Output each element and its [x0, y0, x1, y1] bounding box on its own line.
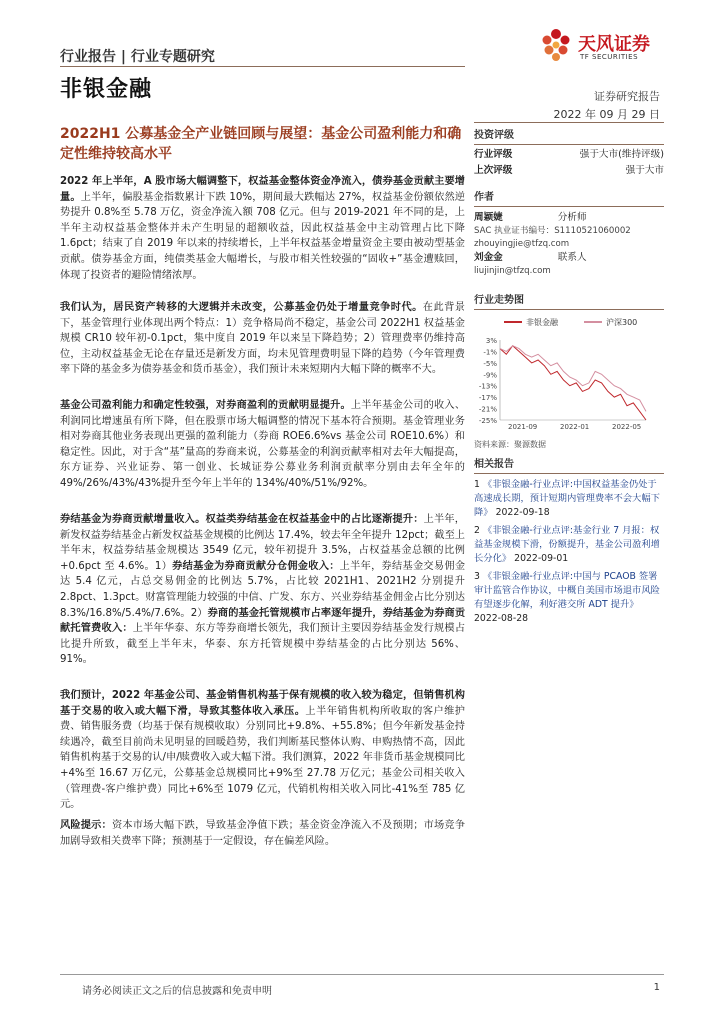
related-item[interactable] — [474, 478, 664, 520]
paragraph-2 — [60, 300, 465, 378]
risk-warning — [60, 818, 465, 849]
rating-row — [474, 163, 664, 179]
legend-label: 沪深300 — [606, 318, 638, 327]
related-date: 2022-09-18 — [495, 507, 550, 518]
para-lead: 券商的基金托管规模市占率逐年提升，券结基金为券商贡献托管费收入： — [60, 607, 466, 635]
related-num: 2 — [474, 525, 480, 536]
related-date: 2022-08-28 — [474, 613, 529, 624]
disclaimer: 请务必阅读正文之后的信息披露和免责申明 — [82, 986, 272, 997]
y-tick-label: -17% — [478, 394, 497, 403]
sector-title: 非银金融 — [60, 77, 153, 102]
author-role: 分析师 — [557, 212, 587, 223]
report-title: 2022H1 公募基金全产业链回顾与展望：基金公司盈利能力和确定性维持较高水平 — [60, 126, 462, 162]
page-number: 1 — [653, 982, 660, 993]
y-tick-label: -1% — [483, 348, 497, 357]
para-text: 上半年，偏股基金指数累计下跌 10%，期间最大跌幅达 27%，权益基金份额依然逆势提升 0.8%至 5.78 万亿，资金净流入额 708 亿元。但与 2019-2021 年不同的是，上半年主动权益基金整体并未产生明显的超额收益，因此权益基金中主动管理占比下降 1.6pct；结束了自 2019 年以来的持续增长，上半年权益基金增量资金主要由被动型基金贡献。债券基金方面，纯债类基金大幅增长，与股市相关性较强的“固收+”基金遭赎回，体现了投资者的避险情绪浓厚。 — [60, 191, 465, 281]
x-tick-label: 2022-05 — [612, 423, 642, 431]
related-title[interactable]: 《非银金融-行业点评:基金行业 7 月报：权益基金规模下滑，份额提升，基金公司盈利增长分化》 — [474, 525, 660, 564]
series-line — [500, 346, 646, 420]
author-email[interactable]: zhouyingjie@tfzq.com — [474, 239, 570, 249]
rating-value: 强于大市 — [625, 165, 664, 176]
authors-heading: 作者 — [474, 192, 494, 203]
para-lead: 我们认为，居民资产转移的大逻辑并未改变，公募基金仍处于增量竞争时代。 — [60, 302, 423, 313]
flower-logo-icon — [538, 26, 574, 66]
paragraph-4 — [60, 512, 465, 668]
brand-logo — [538, 26, 668, 66]
y-tick-label: -25% — [478, 417, 497, 425]
para-lead: 券结基金为券商贡献增量收入。权益类券结基金在权益基金中的占比逐渐提升： — [60, 514, 424, 525]
rating-value: 强于大市(维持评级) — [579, 149, 664, 160]
footer-divider — [60, 974, 664, 975]
authors-section — [474, 188, 664, 278]
related-date: 2022-09-01 — [514, 553, 569, 564]
para-lead: 券结基金为券商贡献分仓佣金收入： — [172, 560, 340, 572]
related-num: 1 — [474, 479, 480, 490]
y-tick-label: 3% — [485, 337, 497, 345]
legend-label: 非银金融 — [526, 318, 558, 327]
x-tick-label: 2022-01 — [560, 423, 590, 431]
brand-name-en: TF SECURITIES — [580, 53, 639, 61]
trend-section — [474, 291, 664, 450]
paragraph-1 — [60, 174, 465, 283]
chart-source: 资料来源：聚源数据 — [474, 440, 546, 449]
rating-key: 行业评级 — [474, 149, 513, 160]
para-text: 资本市场大幅下跌，导致基金净值下跌；基金资金净流入不及预期；市场竞争加剧导致相关费率下降；预测基于一定假设，存在偏差风险。 — [60, 820, 466, 847]
y-tick-label: -9% — [483, 371, 497, 380]
y-tick-label: -5% — [483, 359, 497, 368]
rating-section — [474, 126, 664, 179]
report-type: 行业报告 | 行业专题研究 — [60, 49, 215, 65]
y-tick-label: -13% — [478, 382, 497, 391]
paragraph-5 — [60, 688, 465, 813]
author-name: 周颖婕 — [474, 212, 503, 223]
para-lead: 风险提示： — [60, 820, 112, 831]
para-text: 上半年，新发权益券结基金占新发权益基金规模的比例达 17.4%，较去年全年提升 12pct；截至上半年末，权益券结基金规模达 3549 亿元，较年初提升 3.5%，占权益基金总额的比例+0.6pct 至 4.6%。1） — [60, 514, 465, 572]
divider — [474, 122, 664, 123]
related-item[interactable] — [474, 570, 664, 626]
related-section — [474, 455, 664, 626]
author-name: 刘金金 — [474, 252, 503, 263]
related-item[interactable] — [474, 524, 664, 566]
trend-chart — [474, 312, 664, 434]
author-role: 联系人 — [557, 252, 587, 263]
related-title[interactable]: 《非银金融-行业点评:中国权益基金仍处于高速成长期，预计短期内管理费率不会大幅下降》 — [474, 479, 660, 518]
paragraph-3 — [60, 398, 465, 492]
document-type: 证券研究报告 — [594, 90, 660, 103]
rating-key: 上次评级 — [474, 165, 513, 176]
para-lead: 2022 年上半年，A 股市场大幅调整下，权益基金整体资金净流入，债券基金贡献主要增量。 — [60, 176, 465, 203]
para-text: 在此背景下，基金管理行业体现出两个特点：1）竞争格局尚不稳定，基金公司 2022H1 权益基金规模 CR10 较年初-0.1pct，集中度自 2019 年以来呈下降趋势；2）管理费率仍维持高位，主动权益基金无论在存量还是新发方面，均未见管理费明显下降的趋势（今年管理费率下降的基金多为债券基金和货币基金），我们预计未来短期内大幅下降的概率不大。 — [60, 302, 465, 376]
divider — [60, 66, 465, 67]
para-text: 上半年华泰、东方等券商增长领先，我们预计主要因券结基金发行规模占比提升所致，截至上半年末，华泰、东方托管规模中券结基金的占比分别达 56%、91%。 — [60, 623, 466, 666]
para-text: 上半年，券结基金交易佣金达 5.4 亿元，占总交易佣金的比例达 5.7%，占比较 2021H1、2021H2 分别提升 2.8pct、1.3pct。财富管理能力较强的中信、广发、东方、兴业券结基金佣金占比分别达 8.3%/16.8%/5.4%/7.6%。2） — [60, 560, 466, 619]
rating-heading: 投资评级 — [474, 130, 514, 141]
author-cert: SAC 执业证书编号：S1110521060002 — [474, 226, 631, 236]
x-tick-label: 2021-09 — [508, 423, 538, 431]
y-tick-label: -21% — [478, 405, 497, 414]
rating-row — [474, 147, 664, 163]
para-lead: 我们预计，2022 年基金公司、基金销售机构基于保有规模的收入较为稳定，但销售机构基于交易的收入或大幅下滑，导致其整体收入承压。 — [60, 690, 465, 717]
para-lead: 基金公司盈利能力和确定性较强，对券商盈利的贡献明显提升。 — [60, 400, 351, 411]
para-text: 上半年基金公司的收入、利润同比增速虽有所下降，但在股票市场大幅调整的情况下基本符合预期。基金管理业务相对券商其他业务表现出更强的盈利能力（券商 ROE6.6%vs 基金公司 ROE10.6%）和稳定性。因此，对于含“基”量高的券商来说，公募基金的利润贡献率相对去年大幅提高，东方证券、兴业证券、第一创业、长城证券公募业务利润贡献率分别由去年全年的 49%/26%/43%/43%提升至今年上半年的 134%/40%/51%/92%。 — [60, 400, 466, 489]
related-num: 3 — [474, 571, 480, 582]
para-text: 上半年销售机构所收取的客户维护费、销售服务费（均基于保有规模收取）分别同比+9.8%、+55.8%；但今年新发基金持续遇冷，截至目前尚未见明显的回暖趋势，我们判断基民整体认购、申购热情不高，因此销售机构基于交易的认/申/赎费收入或大幅下滑。我们测算，2022 年非货币基金规模同比+4%至 16.67 万亿元，公募基金总规模同比+9%至 27.78 万亿元；基金公司相关收入（管理费-客户维护费）同比+6%至 1079 亿元，代销机构相关收入同比-41%至 785 亿元。 — [60, 705, 465, 811]
related-heading: 相关报告 — [474, 459, 514, 470]
trend-heading: 行业走势图 — [474, 295, 524, 306]
author-email[interactable]: liujinjin@tfzq.com — [474, 266, 551, 276]
related-title[interactable]: 《非银金融-行业点评:中国与 PCAOB 签署审计监管合作协议，中概自美国市场退市风险有望逐步化解，利好港交所 ADT 提升》 — [474, 571, 660, 610]
brand-name: 天风证券 — [578, 34, 650, 55]
report-date: 2022 年 09 月 29 日 — [553, 108, 660, 121]
